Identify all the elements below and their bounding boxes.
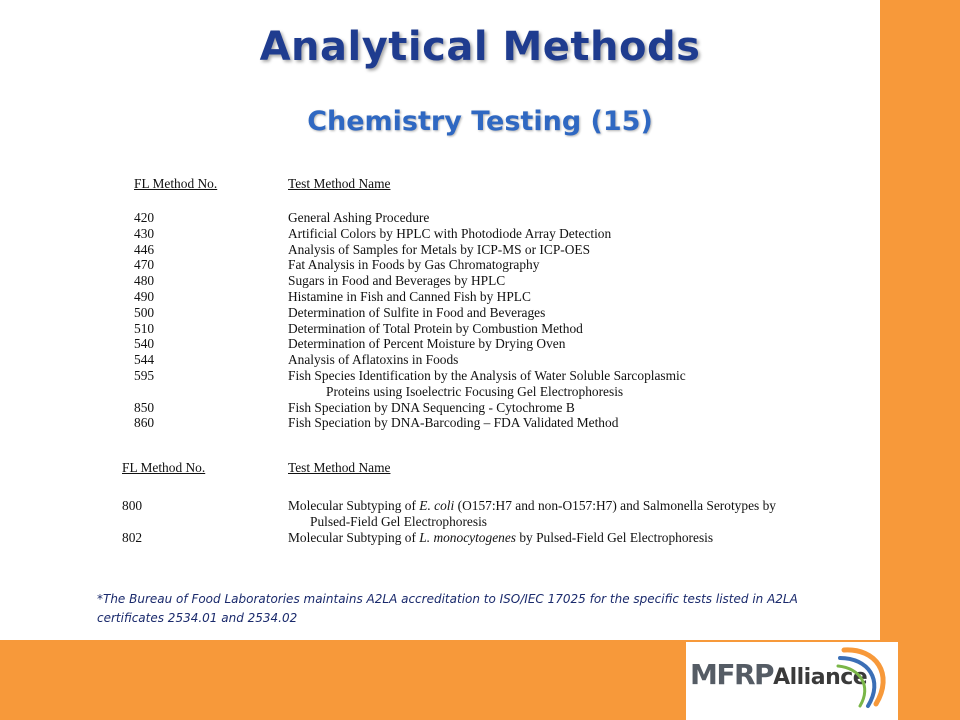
table1-method-name: Fish Speciation by DNA-Barcoding – FDA Validated Method (288, 415, 619, 431)
right-accent-bar (880, 0, 960, 640)
accreditation-footnote: *The Bureau of Food Laboratories maintains A2LA accreditation to ISO/IEC 17025 for the specific tests listed in A2LA certificates 2534.01 and 2534.02 (97, 592, 798, 625)
methods-table-2 (0, 460, 880, 560)
table2-method-name (288, 498, 776, 514)
table1-method-name: Analysis of Aflatoxins in Foods (288, 352, 459, 368)
table1-method-name: Sugars in Food and Beverages by HPLC (288, 273, 506, 289)
organism-name: E. coli (419, 498, 455, 513)
organism-name: L. monocytogenes (419, 530, 516, 545)
table1-method-no: 850 (134, 399, 155, 415)
logo-swoosh-icon (836, 644, 896, 718)
slide-title: Analytical Methods (259, 24, 701, 70)
table1-method-no: 470 (134, 257, 155, 273)
table1-method-no: 480 (134, 273, 155, 289)
table1-method-no: 510 (134, 320, 155, 336)
table1-method-name-continued: Proteins using Isoelectric Focusing Gel Electrophoresis (326, 383, 624, 399)
table1-method-name: Analysis of Samples for Metals by ICP-MS or ICP-OES (288, 241, 591, 257)
method-name-prefix: Molecular Subtyping of (288, 498, 420, 513)
method-name-suffix: by Pulsed-Field Gel Electrophoresis (516, 530, 714, 545)
table2-header-method-no: FL Method No. (122, 460, 206, 475)
table1-method-name: Fish Speciation by DNA Sequencing - Cytochrome B (288, 399, 575, 415)
logo-mfrp: MFRP (690, 658, 774, 691)
table1-header-method-no: FL Method No. (134, 176, 218, 191)
methods-table-1 (0, 176, 880, 436)
table1-method-no: 490 (134, 289, 155, 304)
table1-method-no: 544 (134, 352, 155, 368)
table1-header-method-name: Test Method Name (288, 176, 391, 191)
table2-method-name-continued: Pulsed-Field Gel Electrophoresis (310, 514, 488, 529)
method-name-prefix: Molecular Subtyping of (288, 530, 420, 545)
table1-method-no: 500 (134, 304, 155, 320)
mfrp-alliance-logo (686, 642, 898, 720)
table1-method-name: General Ashing Procedure (288, 210, 430, 225)
table1-method-name: Artificial Colors by HPLC with Photodiode Array Detection (288, 225, 612, 241)
table1-method-no: 860 (134, 415, 155, 431)
table1-method-no: 430 (134, 225, 155, 241)
table1-method-name: Determination of Percent Moisture by Drying Oven (288, 336, 566, 352)
table2-method-no: 802 (122, 530, 143, 545)
table1-method-name: Fish Species Identification by the Analysis of Water Soluble Sarcoplasmic (288, 368, 686, 383)
table1-method-name: Determination of Sulfite in Food and Beverages (288, 304, 546, 320)
table1-method-no: 540 (134, 336, 155, 352)
table2-header-method-name: Test Method Name (288, 460, 391, 475)
table1-method-no: 446 (134, 241, 155, 257)
method-name-suffix: (O157:H7 and non-O157:H7) and Salmonella Serotypes by (454, 498, 776, 513)
table2-method-name (288, 530, 713, 546)
table1-method-no: 420 (134, 210, 155, 225)
table1-method-name: Histamine in Fish and Canned Fish by HPLC (288, 289, 531, 304)
table1-method-no: 595 (134, 368, 155, 383)
table1-method-name: Determination of Total Protein by Combustion Method (288, 320, 583, 336)
logo-alliance: Alliance (773, 665, 868, 690)
table1-method-name: Fat Analysis in Foods by Gas Chromatography (288, 257, 540, 273)
slide-subtitle: Chemistry Testing (15) (307, 106, 653, 137)
table2-method-no: 800 (122, 498, 143, 513)
